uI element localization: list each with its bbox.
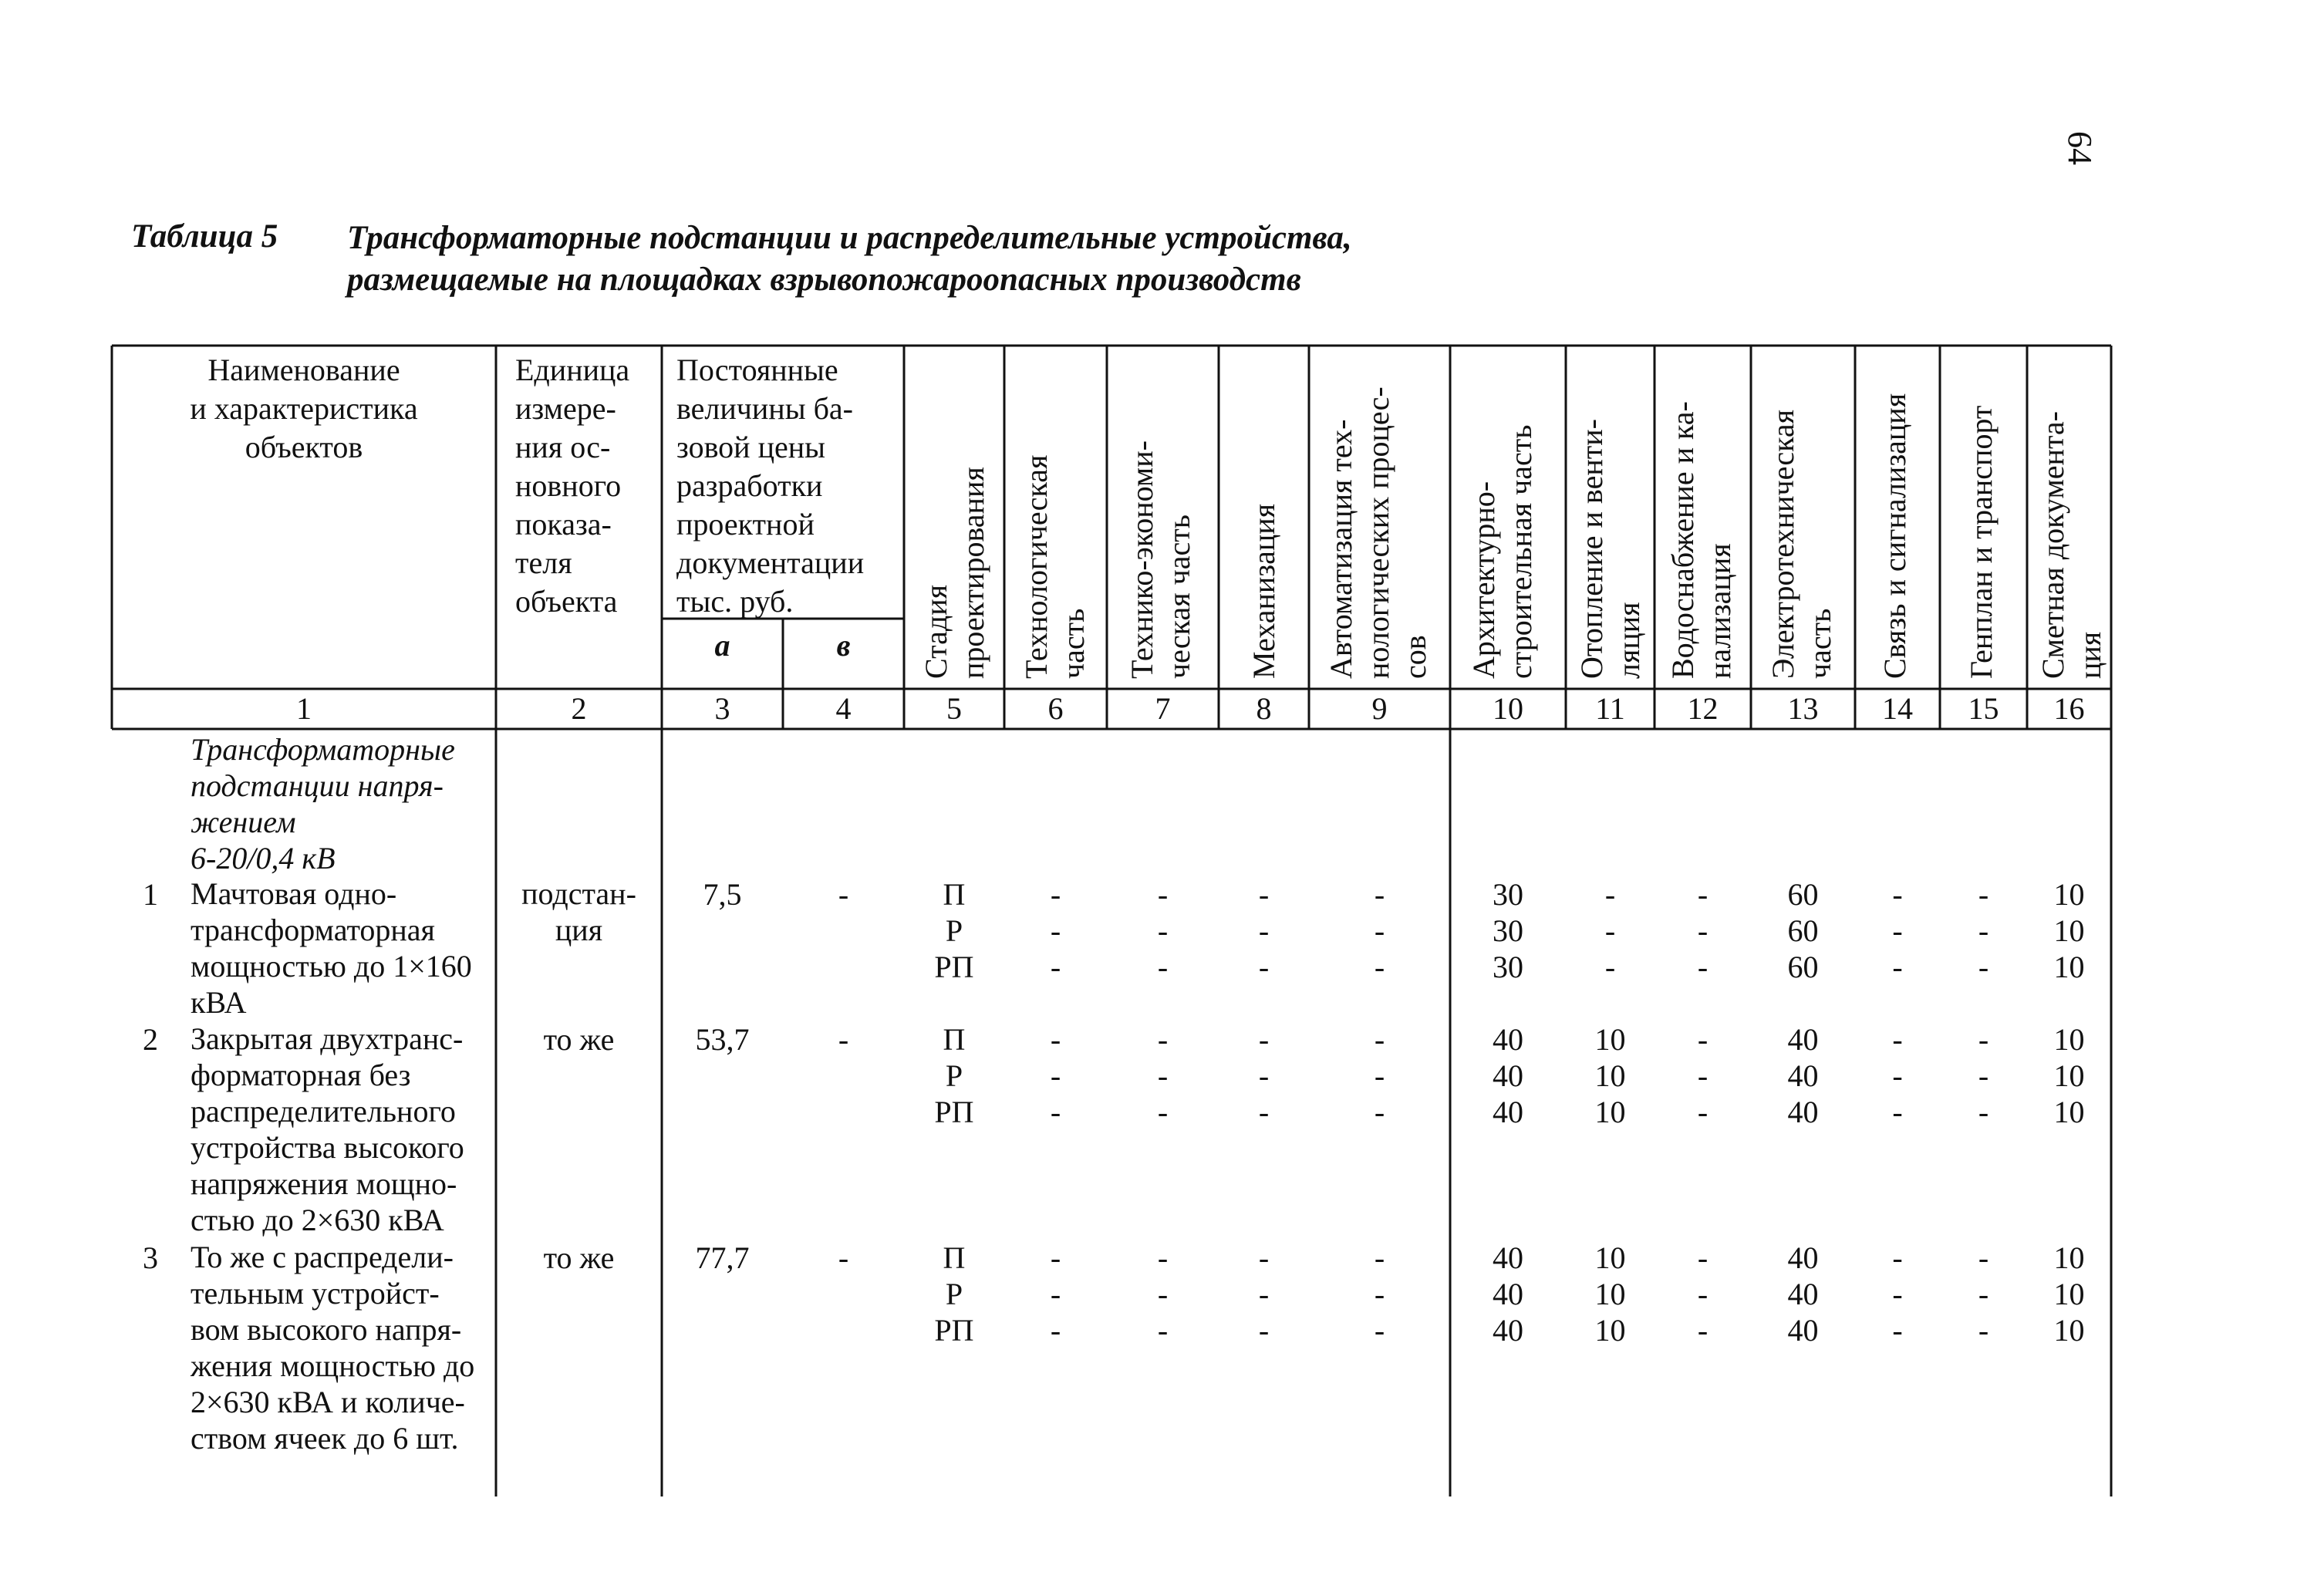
stage-code: Р [945,1277,963,1311]
header-line: объекта [515,584,618,619]
value-cell: - [1892,1095,1903,1129]
value-cell: - [1604,950,1616,984]
value-cell: 60 [1787,877,1819,912]
header-economic [1124,440,1198,679]
value-cell: - [1050,1240,1061,1275]
value-cell: - [1604,877,1616,912]
value-cell: 10 [2053,1277,2085,1311]
header-line: измере- [515,391,616,426]
header-stage [918,467,992,679]
section-title-line: 6-20/0,4 кВ [191,841,336,876]
value-cell: - [1050,1095,1061,1129]
value-cell: - [1978,1313,1989,1348]
value-cell: - [1697,1022,1709,1057]
value-cell: 40 [1493,1022,1523,1057]
table-label: Таблица 5 [131,218,278,255]
value-cell: - [1978,1240,1989,1275]
header-automation [1323,386,1434,679]
value-cell: 10 [1594,1240,1626,1275]
row-name-line: кВА [191,985,247,1020]
column-number: 12 [1687,691,1719,726]
row-name [191,1021,464,1238]
value-cell: - [1258,1277,1270,1311]
column-number: 2 [571,691,587,726]
value-cell: 40 [1787,1277,1819,1311]
value-cell: - [1374,1313,1385,1348]
header-mechanization [1246,504,1283,679]
column-number: 15 [1968,691,1999,726]
value-cell: - [1697,1313,1709,1348]
row-value-b: - [838,1240,849,1275]
value-cell: 10 [2053,1095,2085,1129]
value-cell: - [1258,877,1270,912]
header-line: сов [1398,635,1432,679]
header-line: документации [676,545,865,580]
value-cell: 60 [1787,950,1819,984]
row-number: 1 [143,877,158,912]
column-number: 5 [946,691,962,726]
value-cell: - [1157,1240,1169,1275]
row-name-line: распределительного [191,1094,456,1129]
value-cell: - [1050,950,1061,984]
stage-code: Р [945,1058,963,1093]
header-line: ческая часть [1162,515,1196,679]
column-number: 14 [1882,691,1913,726]
header-line: Водоснабжение и ка- [1665,401,1700,679]
table-title-line: размещаемые на площадках взрывопожароопасных производств [347,262,1301,298]
value-cell: - [1604,913,1616,948]
row-unit-line: то же [543,1022,615,1057]
header-line: зовой цены [676,430,826,464]
header-line: показа- [515,507,612,542]
row-name-line: ством ячеек до 6 шт. [191,1421,459,1456]
value-cell: - [1157,1095,1169,1129]
row-name-line: вом высокого напря- [191,1312,462,1347]
value-cell: 10 [2053,1058,2085,1093]
section-title [191,731,455,876]
value-cell: - [1050,1277,1061,1311]
header-line: часть [1056,608,1091,679]
header-line: теля [515,545,572,580]
row-name-line: 2×630 кВА и количе- [191,1385,465,1419]
row-value-a: 53,7 [695,1022,750,1057]
header-sub-b: в [836,628,851,663]
header-line: Наименование [207,353,400,387]
value-cell: - [1157,1022,1169,1057]
header-line: разработки [676,468,823,503]
column-number: 1 [296,691,312,726]
value-cell: - [1157,950,1169,984]
header-construction [1466,425,1540,679]
column-number: 11 [1595,691,1625,726]
header-line: ния ос- [515,430,611,464]
header-line: Стадия [919,584,953,679]
value-cell: - [1978,1277,1989,1311]
value-cell: 40 [1493,1240,1523,1275]
table-title-line: Трансформаторные подстанции и распределительные устройства, [347,220,1352,256]
value-cell: - [1258,1022,1270,1057]
value-cell: 40 [1493,1095,1523,1129]
section-title-line: подстанции напря- [191,768,444,803]
header-line: нализация [1702,543,1737,679]
value-cell: - [1978,1058,1989,1093]
value-cell: - [1892,1240,1903,1275]
column-number: 9 [1371,691,1388,726]
header-line: Технико-экономи- [1125,440,1159,679]
row-name-line: форматорная без [191,1058,411,1092]
row-value-a: 77,7 [695,1240,750,1275]
value-cell: 10 [2053,877,2085,912]
column-number: 7 [1155,691,1171,726]
column-number: 16 [2053,691,2085,726]
header-estimate [2035,411,2109,679]
row-unit-line: ция [555,913,603,947]
value-cell: - [1978,950,1989,984]
header-genplan [1963,406,2000,679]
row-name-line: Закрытая двухтранс- [191,1021,464,1056]
row-unit [496,876,662,948]
row-name-line: мощностью до 1×160 [191,949,472,984]
header-line: ляция [1611,602,1646,679]
value-cell: - [1697,877,1709,912]
value-cell: - [1978,1095,1989,1129]
value-cell: - [1978,877,1989,912]
value-cell: 10 [2053,1240,2085,1275]
value-cell: - [1892,1022,1903,1057]
value-cell: - [1374,913,1385,948]
header-line: Сметная документа- [2036,411,2070,679]
header-line: Единица [515,353,630,387]
value-cell: - [1157,1313,1169,1348]
value-cell: - [1157,1058,1169,1093]
header-line: Архитектурно- [1466,481,1501,679]
value-cell: - [1258,950,1270,984]
value-cell: 10 [2053,950,2085,984]
row-name-line: стью до 2×630 кВА [191,1203,444,1237]
value-cell: 10 [2053,913,2085,948]
value-cell: - [1978,913,1989,948]
value-cell: - [1157,913,1169,948]
header-water [1665,401,1739,679]
value-cell: 40 [1787,1022,1819,1057]
value-cell: - [1374,1022,1385,1057]
value-cell: - [1258,1058,1270,1093]
header-sub-a: а [714,628,730,663]
value-cell: 40 [1787,1313,1819,1348]
section-title-line: Трансформаторные [191,732,455,767]
value-cell: 40 [1787,1058,1819,1093]
header-line: Механизация [1246,503,1281,679]
row-unit [496,1021,662,1059]
header-line: строительная часть [1503,424,1538,679]
value-cell: 30 [1493,877,1523,912]
value-cell: - [1697,1095,1709,1129]
column-number: 10 [1493,691,1523,726]
value-cell: - [1157,877,1169,912]
stage-code: РП [934,1313,974,1348]
value-cell: - [1697,913,1709,948]
value-cell: - [1258,913,1270,948]
value-cell: 40 [1493,1313,1523,1348]
header-unit-column [515,351,629,621]
row-name [191,1239,474,1456]
header-line: Постоянные [676,353,838,387]
value-cell: 30 [1493,913,1523,948]
header-line: Электротехническая [1766,409,1800,679]
header-line: Связь и сигнализация [1877,393,1912,679]
column-number: 6 [1047,691,1064,726]
header-electrical [1765,410,1839,679]
value-cell: - [1050,1313,1061,1348]
value-cell: - [1892,1058,1903,1093]
stage-code: П [943,1240,966,1275]
row-name-line: тельным устройст- [191,1276,440,1311]
value-cell: 10 [1594,1313,1626,1348]
row-value-b: - [838,877,849,912]
row-unit [496,1239,662,1277]
row-value-b: - [838,1022,849,1057]
header-heating [1574,419,1648,679]
value-cell: - [1892,1313,1903,1348]
value-cell: - [1697,1240,1709,1275]
column-number: 8 [1256,691,1272,726]
value-cell: - [1374,1095,1385,1129]
header-line: ция [2073,631,2107,679]
value-cell: - [1050,1022,1061,1057]
value-cell: - [1892,1277,1903,1311]
value-cell: - [1697,1277,1709,1311]
header-line: объектов [245,430,363,464]
stage-code: Р [945,913,963,948]
value-cell: - [1374,1240,1385,1275]
header-line: часть [1803,608,1837,679]
value-cell: - [1978,1022,1989,1057]
row-value-a: 7,5 [703,877,742,912]
value-cell: - [1050,913,1061,948]
header-line: и характеристика [190,391,418,426]
row-name-line: То же с распредели- [191,1240,454,1274]
row-name-line: жения мощностью до [191,1348,475,1383]
value-cell: 40 [1493,1058,1523,1093]
value-cell: - [1374,1277,1385,1311]
value-cell: 40 [1787,1240,1819,1275]
header-line: Отопление и венти- [1574,419,1609,679]
value-cell: - [1892,913,1903,948]
header-line: величины ба- [676,391,854,426]
row-name-line: трансформаторная [191,913,435,947]
value-cell: 10 [1594,1022,1626,1057]
value-cell: - [1374,1058,1385,1093]
row-name-line: Мачтовая одно- [191,876,397,911]
value-cell: - [1374,950,1385,984]
header-communication [1877,393,1914,679]
value-cell: - [1050,877,1061,912]
value-cell: 30 [1493,950,1523,984]
header-line: проектирования [956,467,990,679]
value-cell: - [1892,877,1903,912]
value-cell: 10 [2053,1022,2085,1057]
header-technological [1018,455,1092,679]
value-cell: - [1258,1240,1270,1275]
value-cell: - [1050,1058,1061,1093]
header-line: Автоматизация тех- [1324,419,1358,679]
row-name-line: устройства высокого [191,1130,464,1165]
page-number: 64 [2061,131,2099,165]
row-number: 3 [143,1240,158,1275]
header-line: Технологическая [1019,454,1054,679]
stage-code: П [943,877,966,912]
header-line: новного [515,468,622,503]
row-number: 2 [143,1022,158,1057]
value-cell: - [1258,1313,1270,1348]
value-cell: - [1697,1058,1709,1093]
header-name-column [116,351,492,467]
header-line: Генплан и транспорт [1964,405,1999,679]
value-cell: - [1892,950,1903,984]
value-cell: 60 [1787,913,1819,948]
column-number: 4 [835,691,852,726]
column-number: 3 [714,691,730,726]
value-cell: - [1697,950,1709,984]
column-number: 13 [1787,691,1819,726]
section-title-line: жением [191,805,296,839]
value-cell: 40 [1493,1277,1523,1311]
stage-code: РП [934,950,974,984]
value-cell: 10 [1594,1058,1626,1093]
value-cell: 10 [1594,1095,1626,1129]
header-line: проектной [676,507,815,542]
value-cell: 10 [2053,1313,2085,1348]
value-cell: - [1157,1277,1169,1311]
value-cell: - [1374,877,1385,912]
stage-code: РП [934,1095,974,1129]
value-cell: - [1258,1095,1270,1129]
value-cell: 10 [1594,1277,1626,1311]
header-price-column [676,351,864,621]
value-cell: 40 [1787,1095,1819,1129]
row-unit-line: подстан- [521,876,636,911]
header-line: нологических процес- [1361,386,1395,679]
header-line: тыс. руб. [676,584,794,619]
row-name-line: напряжения мощно- [191,1166,457,1201]
row-unit-line: то же [543,1240,615,1275]
stage-code: П [943,1022,966,1057]
row-name [191,876,472,1021]
